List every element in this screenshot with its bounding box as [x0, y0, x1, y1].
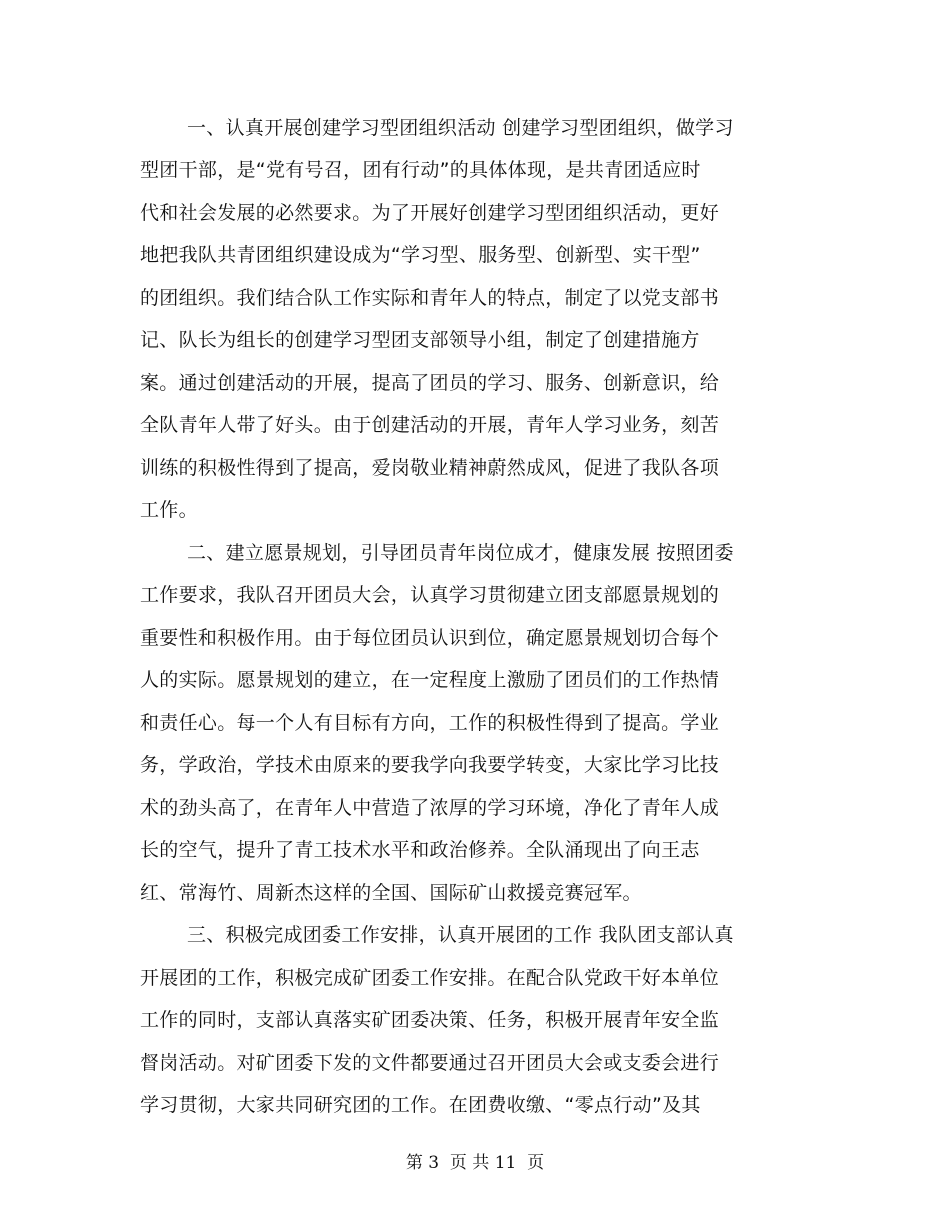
page-number-footer: 第 3 页 共 11 页: [405, 1153, 545, 1173]
text-line: 和责任心。每一个人有目标有方向，工作的积极性得到了提高。学业: [140, 712, 720, 734]
text-line: 工作要求，我队召开团员大会，认真学习贯彻建立团支部愿景规划的: [140, 584, 720, 606]
text-line: 的团组织。我们结合队工作实际和青年人的特点，制定了以党支部书: [140, 287, 720, 309]
text-line: 全队青年人带了好头。由于创建活动的开展，青年人学习业务，刻苦: [140, 414, 720, 436]
text-line: 工作。: [140, 499, 198, 521]
text-line: 训练的积极性得到了提高，爱岗敬业精神蔚然成风，促进了我队各项: [140, 457, 720, 479]
text-line: 地把我队共青团组织建设成为“学习型、服务型、创新型、实干型”: [140, 244, 701, 266]
text-line: 学习贯彻，大家共同研究团的工作。在团费收缴、“零点行动”及其: [140, 1094, 701, 1116]
text-line: 红、常海竹、周新杰这样的全国、国际矿山救援竞赛冠军。: [140, 882, 642, 904]
text-line: 案。通过创建活动的开展，提高了团员的学习、服务、创新意识，给: [140, 372, 720, 394]
text-line: 二、建立愿景规划，引导团员青年岗位成才，健康发展 按照团委: [187, 542, 734, 564]
text-line: 术的劲头高了，在青年人中营造了浓厚的学习环境，净化了青年人成: [140, 797, 720, 819]
text-line: 工作的同时，支部认真落实矿团委决策、任务，积极开展青年安全监: [140, 1009, 720, 1031]
text-line: 务，学政治，学技术由原来的要我学向我要学转变，大家比学习比技: [140, 754, 720, 776]
text-line: 一、认真开展创建学习型团组织活动 创建学习型团组织，做学习: [187, 117, 734, 139]
text-line: 督岗活动。对矿团委下发的文件都要通过召开团员大会或支委会进行: [140, 1052, 720, 1074]
text-line: 开展团的工作，积极完成矿团委工作安排。在配合队党政干好本单位: [140, 967, 720, 989]
text-line: 记、队长为组长的创建学习型团支部领导小组，制定了创建措施方: [140, 329, 700, 351]
text-line: 重要性和积极作用。由于每位团员认识到位，确定愿景规划切合每个: [140, 627, 720, 649]
text-line: 代和社会发展的必然要求。为了开展好创建学习型团组织活动，更好: [140, 202, 720, 224]
text-line: 长的空气，提升了青工技术水平和政治修养。全队涌现出了向王志: [140, 839, 700, 861]
text-line: 三、积极完成团委工作安排，认真开展团的工作 我队团支部认真: [187, 924, 734, 946]
text-line: 型团干部，是“党有号召，团有行动”的具体体现，是共青团适应时: [140, 159, 701, 181]
text-line: 人的实际。愿景规划的建立，在一定程度上激励了团员们的工作热情: [140, 669, 720, 691]
